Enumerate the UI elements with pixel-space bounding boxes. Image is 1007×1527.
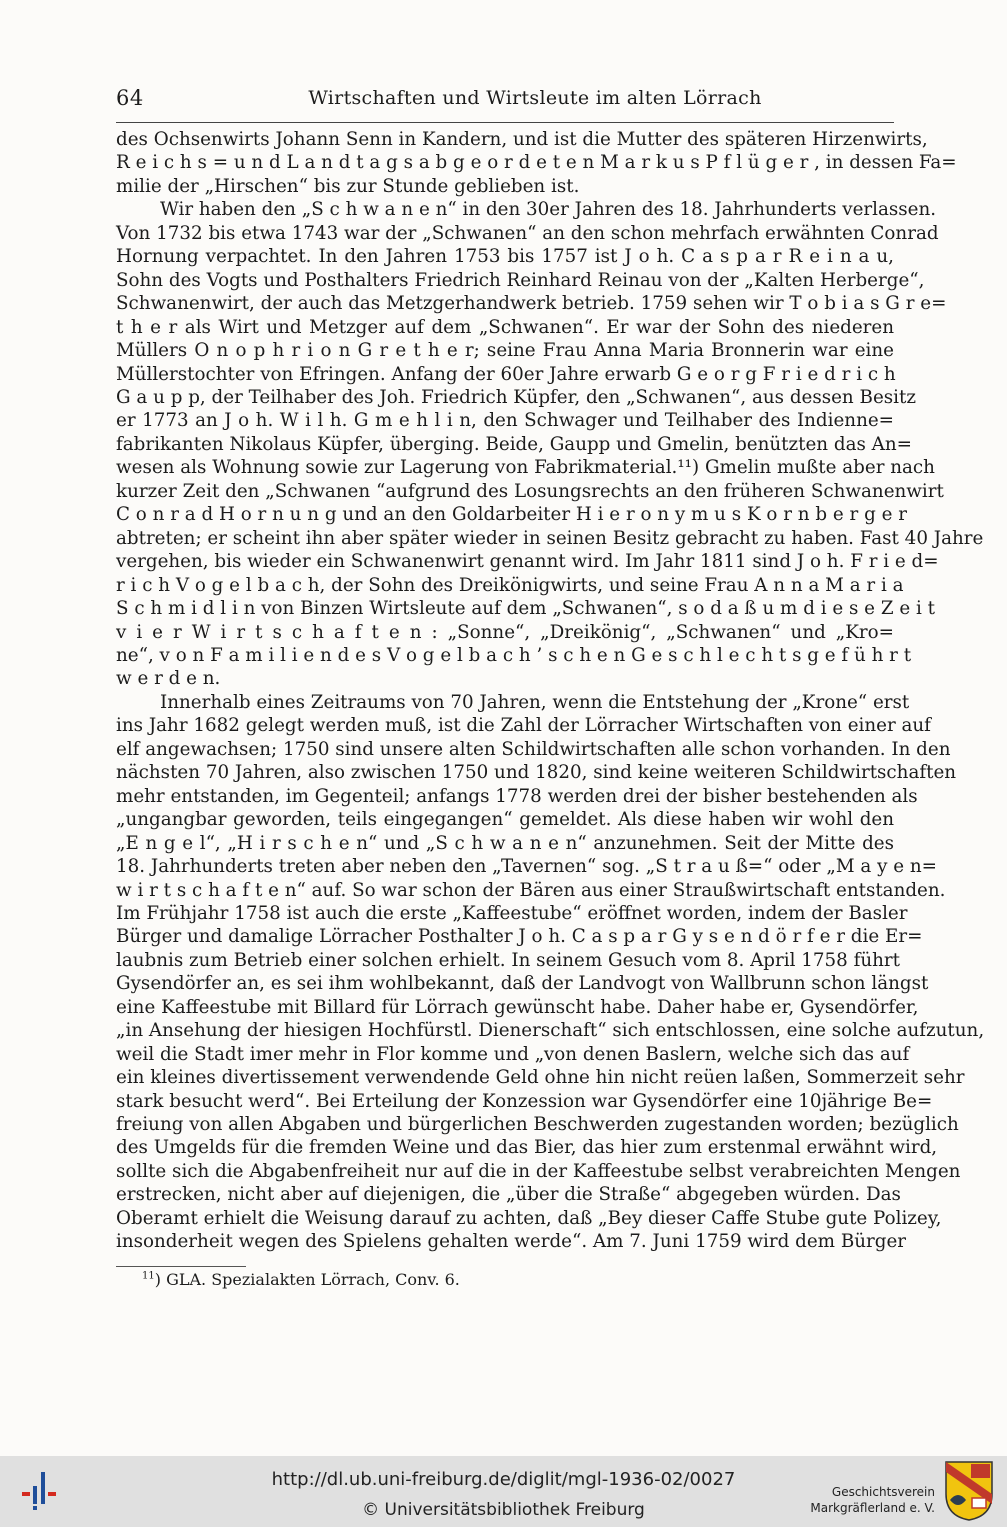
- society-line-2: Markgräflerland e. V.: [810, 1501, 935, 1515]
- text-line: Müllers O n o p h r i o n G r e t h e r; seine Frau Anna Maria Bronnerin war eine: [116, 340, 894, 362]
- page-header: [116, 86, 894, 116]
- text-line: Sohn des Vogts und Posthalters Friedrich Reinhard Reinau von der „Kalten Herberge“,: [116, 269, 925, 291]
- text-line: ins Jahr 1682 gelegt werden muß, ist die Zahl der Lörracher Wirtschaften von einer auf: [116, 715, 931, 737]
- text-line: ne“, v o n F a m i l i e n d e s V o g e l b a c h ’ s c h e n G e s c h l e c h t s g e f ü h r t: [116, 644, 912, 666]
- text-line: Von 1732 bis etwa 1743 war der „Schwanen“ an den schon mehrfach erwähnten Conrad: [116, 222, 939, 244]
- footnote: [142, 1270, 460, 1289]
- text-line: S c h m i d l i n von Binzen Wirtsleute auf dem „Schwanen“, s o d a ß u m d i e s e Z e i t: [116, 598, 935, 620]
- text-line: „E n g e l“, „H i r s c h e n“ und „S c h w a n e n“ anzunehmen. Seit der Mitte des: [116, 832, 894, 854]
- running-title: Wirtschaften und Wirtsleute im alten Lörrach: [308, 87, 762, 109]
- text-line: des Ochsenwirts Johann Senn in Kandern, und ist die Mutter des späteren Hirzenwirts,: [116, 129, 928, 150]
- footnote-text: ) GLA. Spezialakten Lörrach, Conv. 6.: [154, 1270, 460, 1289]
- main-text: [116, 128, 985, 1254]
- text-line: r i c h V o g e l b a c h, der Sohn des Dreikönigwirts, und seine Frau A n n a M a r i a: [116, 574, 904, 596]
- society-line-1: Geschichtsverein: [831, 1485, 935, 1499]
- text-line: Gysendörfer an, es sei ihm wohlbekannt, daß der Landvogt von Wallbrunn schon längst: [116, 973, 929, 995]
- text-line: eine Kaffeestube mit Billard für Lörrach gewünscht habe. Daher habe er, Gysendörfer,: [116, 996, 919, 1018]
- footer-society-name[interactable]: [810, 1484, 935, 1516]
- page-number: 64: [116, 86, 144, 110]
- text-line: vergehen, bis wieder ein Schwanenwirt genannt wird. Im Jahr 1811 sind J o h. F r i e d=: [116, 551, 939, 573]
- text-line: Wir haben den „S c h w a n e n“ in den 30er Jahren des 18. Jahrhunderts verlassen.: [160, 199, 937, 221]
- text-line: „ungangbar geworden, teils eingegangen“ gemeldet. Als diese haben wir wohl den: [116, 809, 894, 831]
- text-line: wesen als Wohnung sowie zur Lagerung von Fabrikmaterial.¹¹) Gmelin mußte aber nach: [116, 457, 935, 479]
- text-line: des Umgelds für die fremden Weine und das Bier, das hier zum erstenmal erwähnt wird,: [116, 1137, 938, 1159]
- footer-copyright: © Universitätsbibliothek Freiburg: [362, 1500, 645, 1520]
- text-line: elf angewachsen; 1750 sind unsere alten Schildwirtschaften alle schon vorhanden. In den: [116, 738, 951, 760]
- text-paragraph: [116, 691, 985, 1254]
- text-line: C o n r a d H o r n u n g und an den Goldarbeiter H i e r o n y m u s K o r n b e r g e r: [116, 504, 907, 526]
- text-line: 18. Jahrhunderts treten aber neben den „Tavernen“ sog. „S t r a u ß=“ oder „M a y e n=: [116, 856, 937, 878]
- text-line: insonderheit wegen des Spielens gehalten werde“. Am 7. Juni 1759 wird dem Bürger: [116, 1231, 907, 1253]
- footnote-marker: 11: [142, 1270, 155, 1282]
- text-line: er 1773 an J o h. W i l h. G m e h l i n, den Schwager und Teilhaber des Indienne=: [116, 410, 894, 432]
- text-paragraph: [116, 198, 984, 691]
- text-line: weil die Stadt imer mehr in Flor komme und „von denen Baslern, welche sich das auf: [116, 1043, 910, 1065]
- text-line: Oberamt erhielt die Weisung darauf zu achten, daß „Bey dieser Caffe Stube gute Polizey,: [116, 1207, 942, 1229]
- text-line: nächsten 70 Jahren, also zwischen 1750 und 1820, sind keine weiteren Schildwirtschaften: [116, 762, 957, 784]
- text-line: mehr entstanden, im Gegenteil; anfangs 1778 werden drei der bisher bestehenden als: [116, 785, 918, 807]
- text-line: sollte sich die Abgabenfreiheit nur auf die in der Kaffeestube selbst verabreichten Mengen: [116, 1160, 961, 1182]
- text-line: erstrecken, nicht aber auf diejenigen, die „über die Straße“ abgegeben würden. Das: [116, 1184, 901, 1206]
- text-paragraph: [116, 128, 957, 198]
- text-line: ein kleines divertissement verwendende Geld ohne hin nicht reüen laßen, Sommerzeit sehr: [116, 1067, 965, 1089]
- text-line: Im Frühjahr 1758 ist auch die erste „Kaffeestube“ eröffnet worden, indem der Basler: [116, 902, 908, 924]
- text-line: freiung von allen Abgaben und bürgerlichen Beschwerden zugestanden worden; bezüglich: [116, 1114, 959, 1136]
- text-line: „in Ansehung der hiesigen Hochfürstl. Dienerschaft“ sich entschlossen, eine solche aufzutun,: [116, 1020, 985, 1042]
- text-line: Müllerstochter von Efringen. Anfang der 60er Jahre erwarb G e o r g F r i e d r i c h: [116, 363, 896, 385]
- markgraeflerland-crest-icon[interactable]: [944, 1460, 994, 1522]
- text-line: laubnis zum Betrieb einer solchen erhielt. In seinem Gesuch vom 8. April 1758 führt: [116, 949, 900, 971]
- text-line: stark besucht werd“. Bei Erteilung der Konzession war Gysendörfer eine 10jährige Be=: [116, 1090, 933, 1112]
- text-line: G a u p p, der Teilhaber des Joh. Friedrich Küpfer, den „Schwanen“, aus dessen Besitz: [116, 386, 916, 408]
- text-line: milie der „Hirschen“ bis zur Stunde geblieben ist.: [116, 175, 580, 197]
- footnote-rule: [116, 1266, 246, 1267]
- text-line: v i e r W i r t s c h a f t e n : „Sonne“, „Dreikönig“, „Schwanen“ und „Kro=: [116, 621, 894, 643]
- text-line: w e r d e n.: [116, 668, 221, 690]
- text-line: Bürger und damalige Lörracher Posthalter J o h. C a s p a r G y s e n d ö r f e r die Er=: [116, 926, 923, 948]
- text-line: R e i c h s = u n d L a n d t a g s a b g e o r d e t e n M a r k u s P f l ü g e r , in dessen Fa=: [116, 152, 957, 174]
- footer-url-link[interactable]: http://dl.ub.uni-freiburg.de/diglit/mgl-1936-02/0027: [271, 1469, 736, 1490]
- text-line: w i r t s c h a f t e n“ auf. So war schon der Bären aus einer Straußwirtschaft entstanden.: [116, 879, 946, 901]
- text-line: t h e r als Wirt und Metzger auf dem „Schwanen“. Er war der Sohn des niederen: [116, 316, 894, 338]
- text-line: Hornung verpachtet. In den Jahren 1753 bis 1757 ist J o h. C a s p a r R e i n a u,: [116, 246, 894, 268]
- text-line: Schwanenwirt, der auch das Metzgerhandwerk betrieb. 1759 sehen wir T o b i a s G r e=: [116, 293, 947, 315]
- text-line: Innerhalb eines Zeitraums von 70 Jahren, wenn die Entstehung der „Krone“ erst: [160, 691, 910, 713]
- text-line: fabrikanten Nikolaus Küpfer, überging. Beide, Gaupp und Gmelin, benützten das An=: [116, 433, 912, 455]
- text-line: kurzer Zeit den „Schwanen “aufgrund des Losungsrechts an den früheren Schwanenwirt: [116, 480, 944, 502]
- text-line: abtreten; er scheint ihn aber später wieder in seinen Besitz gebracht zu haben. Fast 40 Jahre: [116, 527, 984, 549]
- header-rule: [116, 122, 894, 123]
